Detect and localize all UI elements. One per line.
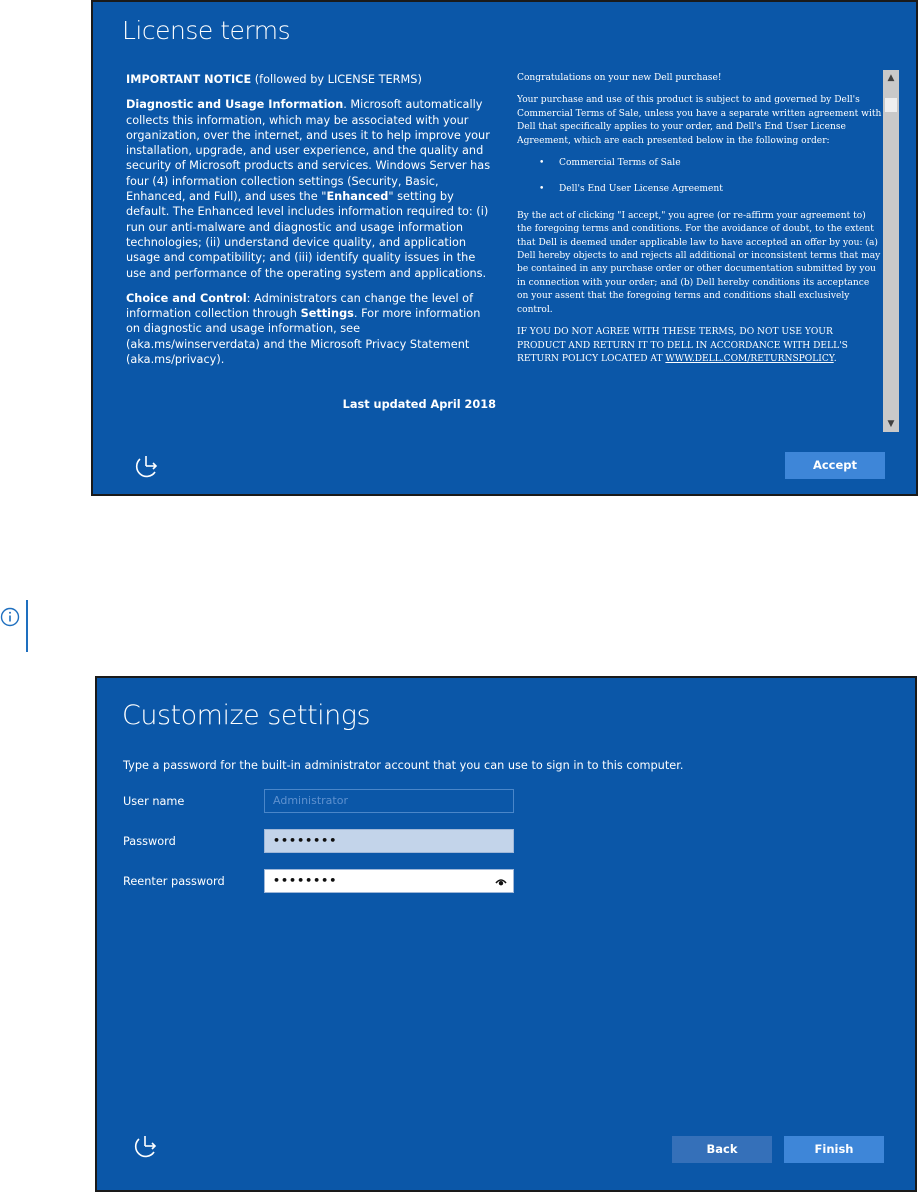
back-button[interactable]: Back bbox=[672, 1136, 772, 1163]
customize-settings-screen bbox=[95, 676, 917, 1192]
last-updated: Last updated April 2018 bbox=[342, 398, 496, 412]
license-scrollbar[interactable] bbox=[883, 70, 899, 432]
scroll-down-icon[interactable]: ▼ bbox=[887, 419, 895, 429]
list-item: • Commercial Terms of Sale bbox=[539, 157, 882, 170]
choice-paragraph: Choice and Control: Administrators can change the level of information collection through Settings. For more information on diagnostic and usage information, see (aka.ms/winserverdata) and the Microsoft Privacy Statement (aka.ms/privacy). bbox=[126, 291, 481, 367]
reenter-password-field[interactable] bbox=[264, 869, 514, 893]
reenter-password-value: •••••••• bbox=[273, 874, 338, 887]
license-terms-screen bbox=[91, 0, 918, 496]
note-divider bbox=[26, 600, 28, 652]
eye-icon[interactable] bbox=[495, 876, 507, 888]
return-policy-paragraph: IF YOU DO NOT AGREE WITH THESE TERMS, DO NOT USE YOUR PRODUCT AND RETURN IT TO DELL IN ACCORDANCE WITH DELL'S RETURN POLICY LOCATED AT WWW.DELL.COM/RETURNSPOLICY. bbox=[517, 327, 848, 364]
important-notice: IMPORTANT NOTICE (followed by LICENSE TERMS) bbox=[126, 73, 422, 86]
username-label: User name bbox=[123, 795, 185, 808]
license-title: License terms bbox=[122, 16, 291, 45]
reenter-password-label: Reenter password bbox=[123, 875, 225, 888]
accept-button[interactable]: Accept bbox=[785, 452, 885, 479]
license-left-column bbox=[126, 72, 496, 434]
list-item: • Dell's End User License Agreement bbox=[539, 183, 882, 196]
finish-button[interactable]: Finish bbox=[784, 1136, 884, 1163]
diagnostic-paragraph: Diagnostic and Usage Information. Microsoft automatically collects this information, which may be associated with your organization, over the internet, and uses it to help improve your installation, upgrade, and user experience, and the quality and security of Microsoft products and services. Windows Server has four (4) information collection settings (Security, Basic, Enhanced, and Full), and uses the "Enhanced" setting by default. The Enhanced level includes information required to: (i) run our anti-malware and diagnostic and usage information technologies; (ii) understand device quality, and application usage and compatibility; and (iii) identify quality issues in the use and performance of the operating system and applications. bbox=[126, 98, 491, 280]
dell-terms-paragraph: Your purchase and use of this product is subject to and governed by Dell's Commercial Terms of Sale, unless you have a separate written agreement with Dell that specifically applies to your order, and Dell's End User License Agreement, which are each presented below in the following order: bbox=[517, 95, 882, 146]
password-field[interactable]: •••••••• bbox=[264, 829, 514, 853]
congrats-text: Congratulations on your new Dell purchase! bbox=[517, 73, 722, 83]
info-icon bbox=[0, 607, 20, 627]
terms-list bbox=[517, 157, 882, 197]
customize-subtitle: Type a password for the built-in administrator account that you can use to sign in to this computer. bbox=[123, 759, 684, 772]
return-policy-link[interactable]: WWW.DELL.COM/RETURNSPOLICY bbox=[665, 353, 834, 364]
accept-paragraph: By the act of clicking "I accept," you agree (or re-affirm your agreement to) the foregoing terms and conditions. For the avoidance of doubt, to the extent that Dell is deemed under applicable law to have accepted an offer by you: (a) Dell hereby objects to and rejects all additional or inconsistent terms that may be contained in any purchase order or other documentation submitted by you in connection with your order; and (b) Dell hereby conditions its acceptance on your assent that the foregoing terms and conditions shall exclusively control. bbox=[517, 210, 881, 315]
ease-of-access-icon[interactable] bbox=[130, 1132, 160, 1162]
customize-title: Customize settings bbox=[122, 700, 371, 731]
username-field: Administrator bbox=[264, 789, 514, 813]
password-label: Password bbox=[123, 835, 176, 848]
ease-of-access-icon[interactable] bbox=[131, 452, 161, 482]
license-right-column bbox=[517, 72, 882, 426]
scroll-thumb[interactable] bbox=[885, 98, 897, 112]
scroll-up-icon[interactable]: ▲ bbox=[887, 73, 895, 83]
